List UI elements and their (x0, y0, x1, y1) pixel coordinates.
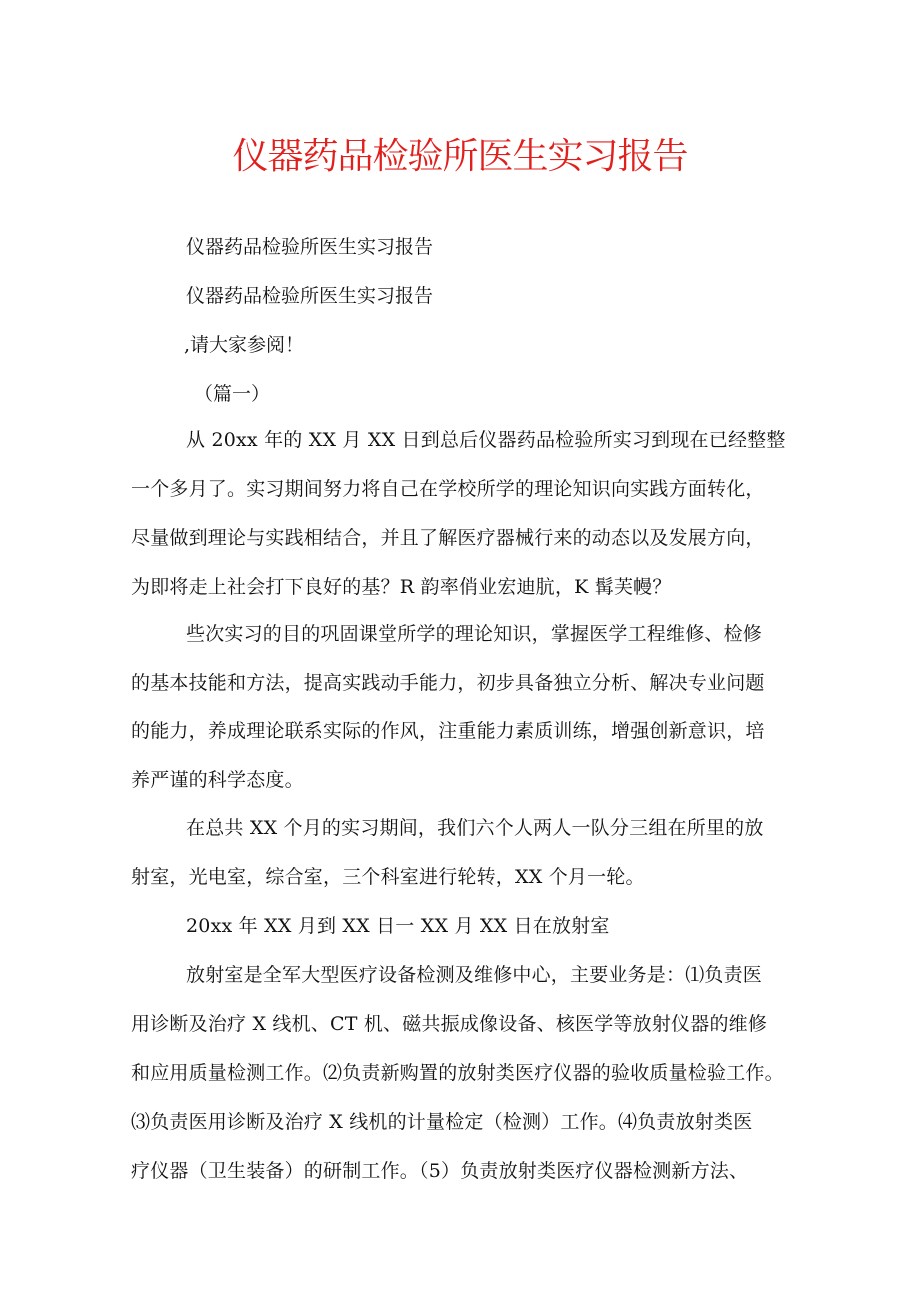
body-line: 在总共 XX 个月的实习期间，我们六个人两人一队分三组在所里的放 (186, 817, 764, 839)
body-line: 为即将走上社会打下良好的基？R 韵率俏业宏迪肮，K 髯芙幔？ (131, 576, 672, 598)
body-line: （篇一） (194, 383, 271, 405)
body-line: 仪器药品检验所医生实习报告 (186, 285, 434, 307)
body-line: ⑶负责医用诊断及治疗 X 线机的计量检定（检测）工作。⑷负责放射类医 (131, 1111, 753, 1133)
body-line: 的基本技能和方法，提高实践动手能力，初步具备独立分析、解决专业问题 (131, 672, 765, 694)
body-line: 些次实习的目的巩固课堂所学的理论知识，掌握医学工程维修、检修 (186, 623, 763, 645)
body-line: 养严谨的科学态度。 (131, 769, 304, 791)
body-line: 射室，光电室，综合室，三个科室进行轮转，XX 个月一轮。 (131, 866, 645, 888)
body-line: ,请大家参阅！ (184, 334, 305, 356)
document-title: 仪器药品检验所医生实习报告 (232, 136, 688, 177)
body-line: 用诊断及治疗 X 线机、CT 机、磁共振成像设备、核医学等放射仪器的维修 (131, 1013, 768, 1035)
body-line: 20xx 年 XX 月到 XX 日一 XX 月 XX 日在放射室 (186, 915, 610, 937)
body-line: 疗仪器（卫生装备）的研制工作。（5）负责放射类医疗仪器检测新方法、 (131, 1160, 749, 1182)
body-line: 一个多月了。实习期间努力将自己在学校所学的理论知识向实践方面转化， (131, 478, 765, 500)
body-line: 的能力，养成理论联系实际的作风，注重能力素质训练，增强创新意识，培 (131, 720, 765, 742)
body-line: 从 20xx 年的 XX 月 XX 日到总后仪器药品检验所实习到现在已经整整 (186, 429, 786, 451)
body-line: 尽量做到理论与实践相结合，并且了解医疗器械行来的动态以及发展方向， (131, 527, 765, 549)
body-line: 和应用质量检测工作。⑵负责新购置的放射类医疗仪器的验收质量检验工作。 (131, 1062, 784, 1084)
body-line: 仪器药品检验所医生实习报告 (186, 236, 434, 258)
body-line: 放射室是全军大型医疗设备检测及维修中心，主要业务是：⑴负责医 (186, 964, 763, 986)
